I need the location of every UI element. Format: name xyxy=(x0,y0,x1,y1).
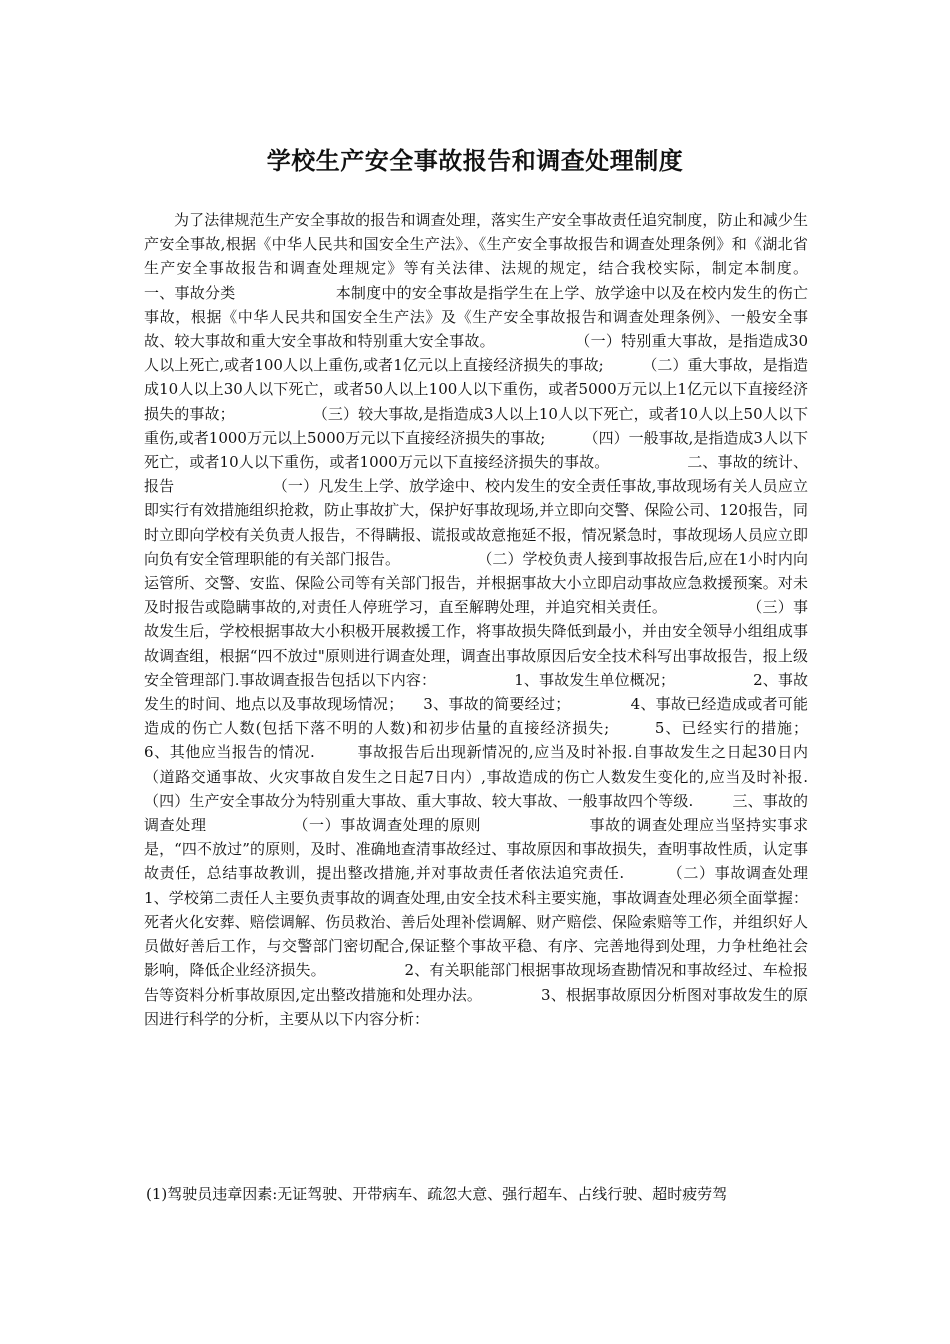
document-title: 学校生产安全事故报告和调查处理制度 xyxy=(266,146,684,175)
document-body: 为了法律规范生产安全事故的报告和调查处理，落实生产安全事故责任追究制度，防止和减少生产安全事故,根据《中华人民共和国安全生产法》、《生产安全事故报告和调查处理条例》和《湖北省生产安全事故报告和调查处理规定》等有关法律、法规的规定，结合我校实际，制定本制度。 一、事故分类 本制度中的安全事故是指学生在上学、放学途中以及在校内发生的伤亡事故，根据《中华人民共和国安全生产法》及《生产安全事故报告和调查处理条例》、一般安全事故、较大事故和重大安全事故和特别重大安全事故。 （一）特别重大事故，是指造成30人以上死亡,或者100人以上重伤,或者1亿元以上直接经济损失的事故; （二）重大事故，是指造成10人以上30人以下死亡，或者50人以上100人以下重伤，或者5000万元以上1亿元以下直接经济损失的事故； （三）较大事故,是指造成3人以上10人以下死亡，或者10人以上50人以下重伤,或者1000万元以上5000万元以下直接经济损失的事故; （四）一般事故,是指造成3人以下死亡，或者10人以下重伤，或者1000万元以下直接经济损失的事故。 二、事故的统计、报告 （一）凡发生上学、放学途中、校内发生的安全责任事故,事故现场有关人员应立即实行有效措施组织抢救，防止事故扩大，保护好事故现场,并立即向交警、保险公司、120报告，同时立即向学校有关负责人报告，不得瞒报、谎报或故意拖延不报，情况紧急时，事故现场人员应立即向负有安全管理职能的有关部门报告。 （二）学校负责人接到事故报告后,应在1小时内向运管所、交警、安监、保险公司等有关部门报告，并根据事故大小立即启动事故应急救援预案。对未及时报告或隐瞒事故的,对责任人停班学习，直至解聘处理，并追究相关责任。 （三）事故发生后，学校根据事故大小积极开展救援工作，将事故损失降低到最小，并由安全领导小组组成事故调查组，根据“四不放过"原则进行调查处理，调查出事故原因后安全技术科写出事故报告，报上级安全管理部门.事故调查报告包括以下内容： 1、事故发生单位概况； 2、事故发生的时间、地点以及事故现场情况； 3、事故的简要经过； 4、事故已经造成或者可能造成的伤亡人数(包括下落不明的人数)和初步估量的直接经济损失; 5、已经实行的措施； 6、其他应当报告的情况. 事故报告后出现新情况的,应当及时补报.自事故发生之日起30日内（道路交通事故、火灾事故自发生之日起7日内）,事故造成的伤亡人数发生变化的,应当及时补报. （四）生产安全事故分为特别重大事故、重大事故、较大事故、一般事故四个等级. 三、事故的调查处理 （一）事故调查处理的原则 事故的调查处理应当坚持实事求是，“四不放过”的原则，及时、准确地查清事故经过、事故原因和事故损失，查明事故性质，认定事故责任，总结事故教训，提出整改措施,并对事故责任者依法追究责任. （二）事故调查处理 1、学校第二责任人主要负责事故的调查处理,由安全技术科主要实施，事故调查处理必须全面掌握：死者火化安葬、赔偿调解、伤员救治、善后处理补偿调解、财产赔偿、保险索赔等工作，并组织好人员做好善后工作，与交警部门密切配合,保证整个事故平稳、有序、完善地得到处理，力争杜绝社会影响，降低企业经济损失。 2、有关职能部门根据事故现场查勘情况和事故经过、车检报告等资料分析事故原因,定出整改措施和处理办法。 3、根据事故原因分析图对事故发生的原因进行科学的分析，主要从以下内容分析： xyxy=(144,211,885,1028)
document-body-continued: (1)驾驶员违章因素:无证驾驶、开带病车、疏忽大意、强行超车、占线行驶、超时疲劳驾 xyxy=(146,1185,728,1203)
